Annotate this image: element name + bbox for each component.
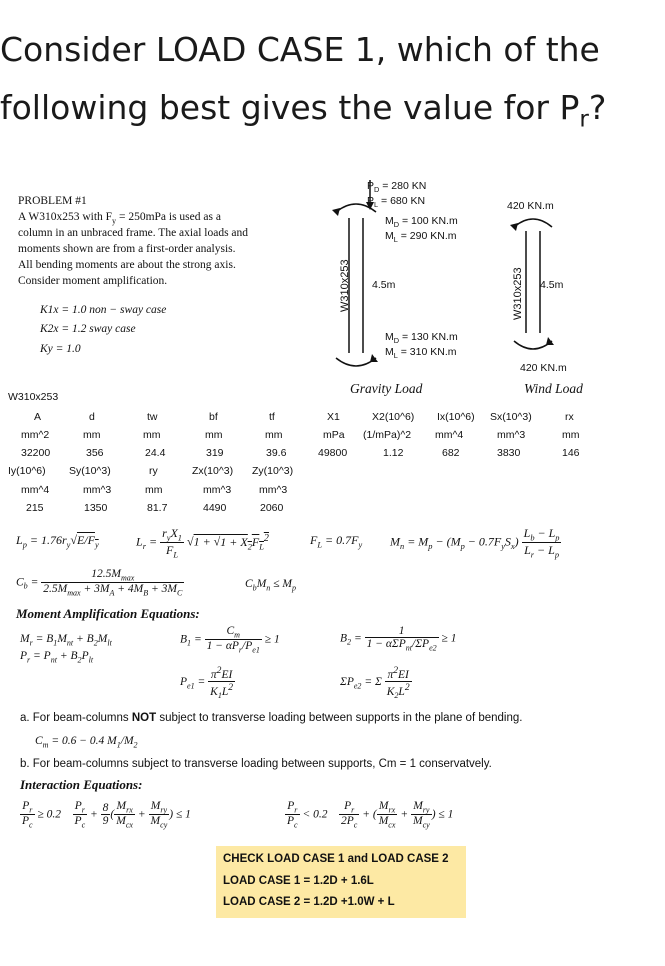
table-cell: ry <box>149 465 158 477</box>
table-cell: mm^3 <box>203 484 232 496</box>
table-cell: 2060 <box>260 502 284 514</box>
gravity-load-label: Gravity Load <box>350 381 423 396</box>
question-line-2-text: following best gives the value for P <box>0 88 580 127</box>
table-cell: X2(10^6) <box>372 411 415 423</box>
table-cell: 356 <box>86 447 104 459</box>
wind-section-label: W310x253 <box>512 267 524 320</box>
fl-formula: $F_L = 0.7F_y$ <box>310 533 363 550</box>
gravity-ml-bottom: $M_L = 310$ KN.m <box>385 346 457 361</box>
table-cell: mm <box>265 429 283 441</box>
problem-title: PROBLEM #1 <box>18 195 87 207</box>
table-cell: Sx(10^3) <box>490 411 532 423</box>
gravity-pl: $P_L = 680$ KN <box>367 195 426 210</box>
table-cell: Ix(10^6) <box>437 411 475 423</box>
gravity-section-label: W310x253 <box>339 259 351 312</box>
table-cell: 1.12 <box>383 447 404 459</box>
b2-formula: $B_2$ = $\frac{1}{1 - \alpha\Sigma P_{nt}/\Sigma P_{e2}}$ ≥ 1 <box>340 625 457 653</box>
table-cell: 49800 <box>318 447 348 459</box>
load-case-box <box>216 846 466 918</box>
table-cell: Zy(10^3) <box>252 465 294 477</box>
table-cell: tw <box>147 411 158 423</box>
table-cell: mm^2 <box>21 429 50 441</box>
problem-line-1-text: A W310x253 with F <box>18 211 113 223</box>
table-cell: mm <box>143 429 161 441</box>
table-cell: Iy(10^6) <box>8 465 46 477</box>
table-cell: 319 <box>206 447 224 459</box>
cb-mn-check: $C_bM_n \le M_p$ <box>245 578 297 593</box>
lr-formula: $L_r$ = $\frac{r_yX_1}{F_L}$ $√1 + √1 + X_2F_L^2$ <box>136 526 269 560</box>
gravity-ml-top: $M_L = 290$ KN.m <box>385 230 457 245</box>
table-cell: 682 <box>442 447 460 459</box>
table-cell: mm^4 <box>435 429 464 441</box>
note-b: b. For beam-columns subject to transverse loading between supports, Cm = 1 conservatvely. <box>20 758 492 770</box>
k2x: K2x = 1.2 sway case <box>40 323 136 335</box>
pe2-formula: $\Sigma P_{e2} = \Sigma$ $\frac{\pi^2EI}{K_2L^2}$ <box>340 665 410 700</box>
table-cell: 24.4 <box>145 447 166 459</box>
table-cell: mm^3 <box>259 484 288 496</box>
table-cell: Zx(10^3) <box>192 465 234 477</box>
wind-moment-top: 420 KN.m <box>507 200 554 212</box>
section-name: W310x253 <box>8 391 59 403</box>
b1-formula: $B_1$ = $\frac{C_m}{1 - \alpha P_r/P_{e1}}$ ≥ 1 <box>180 625 280 655</box>
problem-line-3: moments shown are from a first-order analysis. <box>18 243 236 255</box>
table-cell: rx <box>565 411 574 423</box>
wind-height: 4.5m <box>540 279 564 291</box>
interaction-eq-1: $\frac{P_r}{P_c}$ ≥ 0.2 $\frac{P_r}{P_c}$ + $\frac{8}{9}$ ( $\frac{M_{rx}}{M_{cx}}$ + $\frac{M_{ry}}{M_{cy}}$ ) ≤ 1 <box>22 800 191 830</box>
k1x: K1x = 1.0 non − sway case <box>40 304 167 316</box>
table-cell: 3830 <box>497 447 521 459</box>
gravity-height: 4.5m <box>372 279 396 291</box>
table-cell: mPa <box>323 429 345 441</box>
ky: Ky = 1.0 <box>40 343 81 355</box>
interaction-heading: Interaction Equations: <box>20 777 143 792</box>
gravity-md-bottom: $M_D = 130$ KN.m <box>385 331 458 346</box>
table-cell: mm^3 <box>497 429 526 441</box>
table-cell: 215 <box>26 502 44 514</box>
cm-formula: $C_m = 0.6 - 0.4$ $M_1/M_2$ <box>35 735 138 750</box>
table-cell: mm <box>145 484 163 496</box>
problem-line-1: A W310x253 with $F_y = 250mPa$ is used as a <box>18 211 221 226</box>
note-a: a. For beam-columns NOT subject to transverse loading between supports in the plane of bending. <box>20 712 523 724</box>
table-cell: mm <box>83 429 101 441</box>
load-case-check: CHECK LOAD CASE 1 and LOAD CASE 2 <box>223 853 449 865</box>
table-cell: mm <box>562 429 580 441</box>
table-cell: A <box>34 411 42 423</box>
gravity-md-top: $M_D = 100$ KN.m <box>385 215 458 230</box>
load-case-1: LOAD CASE 1 = 1.2D + 1.6L <box>223 875 374 887</box>
table-cell: mm^3 <box>83 484 112 496</box>
wind-top-moment-arrow <box>514 219 552 227</box>
table-cell: Sy(10^3) <box>69 465 111 477</box>
lp-formula: $L_p = 1.76r_y√E/F_y$ <box>16 533 99 550</box>
pe1-formula: $P_{e1}$ = $\frac{\pi^2EI}{K_1L^2}$ <box>180 665 234 700</box>
table-cell: bf <box>209 411 218 423</box>
problem-line-4: All bending moments are about the strong axis. <box>18 259 236 271</box>
question-subscript: r <box>579 106 589 133</box>
table-cell: X1 <box>327 411 340 423</box>
problem-fy: = 250mPa is used as a <box>118 211 221 223</box>
wind-moment-bottom: 420 KN.m <box>520 362 567 374</box>
moment-amplification-heading: Moment Amplification Equations: <box>16 606 200 621</box>
question-line-2 <box>0 88 606 140</box>
load-case-2: LOAD CASE 2 = 1.2D +1.0W + L <box>223 896 395 908</box>
problem-line-5: Consider moment amplification. <box>18 275 168 287</box>
table-cell: 39.6 <box>266 447 287 459</box>
table-cell: 1350 <box>84 502 108 514</box>
pr-formula: $P_r = P_{nt} + B_2P_{lt}$ <box>20 650 94 665</box>
table-cell: (1/mPa)^2 <box>363 429 412 441</box>
mr-formula: $M_r = B_1M_{nt} + B_2M_{lt}$ <box>20 633 112 648</box>
wind-load-label: Wind Load <box>524 381 583 396</box>
interaction-eq-2: $\frac{P_r}{P_c}$ < 0.2 $\frac{P_r}{2P_c}$ + ( $\frac{M_{rx}}{M_{cx}}$ + $\frac{M_{ry}}{M_{cy}}$ ) ≤ 1 <box>287 800 454 830</box>
problem-line-2: column in an unbraced frame. The axial loads and <box>18 227 249 239</box>
table-cell: 81.7 <box>147 502 168 514</box>
table-cell: tf <box>269 411 275 423</box>
table-cell: mm <box>205 429 223 441</box>
question-line-1: Consider LOAD CASE 1, which of the <box>0 30 600 69</box>
table-cell: 4490 <box>203 502 227 514</box>
question-mark: ? <box>588 88 607 127</box>
table-cell: mm^4 <box>21 484 50 496</box>
cb-formula: $C_b$ = $\frac{12.5M_{max}}{2.5M_{max} + 3M_A + 4M_B + 3M_C}$ <box>16 568 183 598</box>
mn-formula: $M_n = M_p - (M_p - 0.7F_yS_x)$ $\frac{L_b - L_p}{L_r - L_p}$ <box>390 526 560 560</box>
table-cell: 32200 <box>21 447 51 459</box>
gravity-pd: $P_D = 280$ KN <box>367 180 427 195</box>
table-cell: d <box>89 411 95 423</box>
table-cell: 146 <box>562 447 580 459</box>
